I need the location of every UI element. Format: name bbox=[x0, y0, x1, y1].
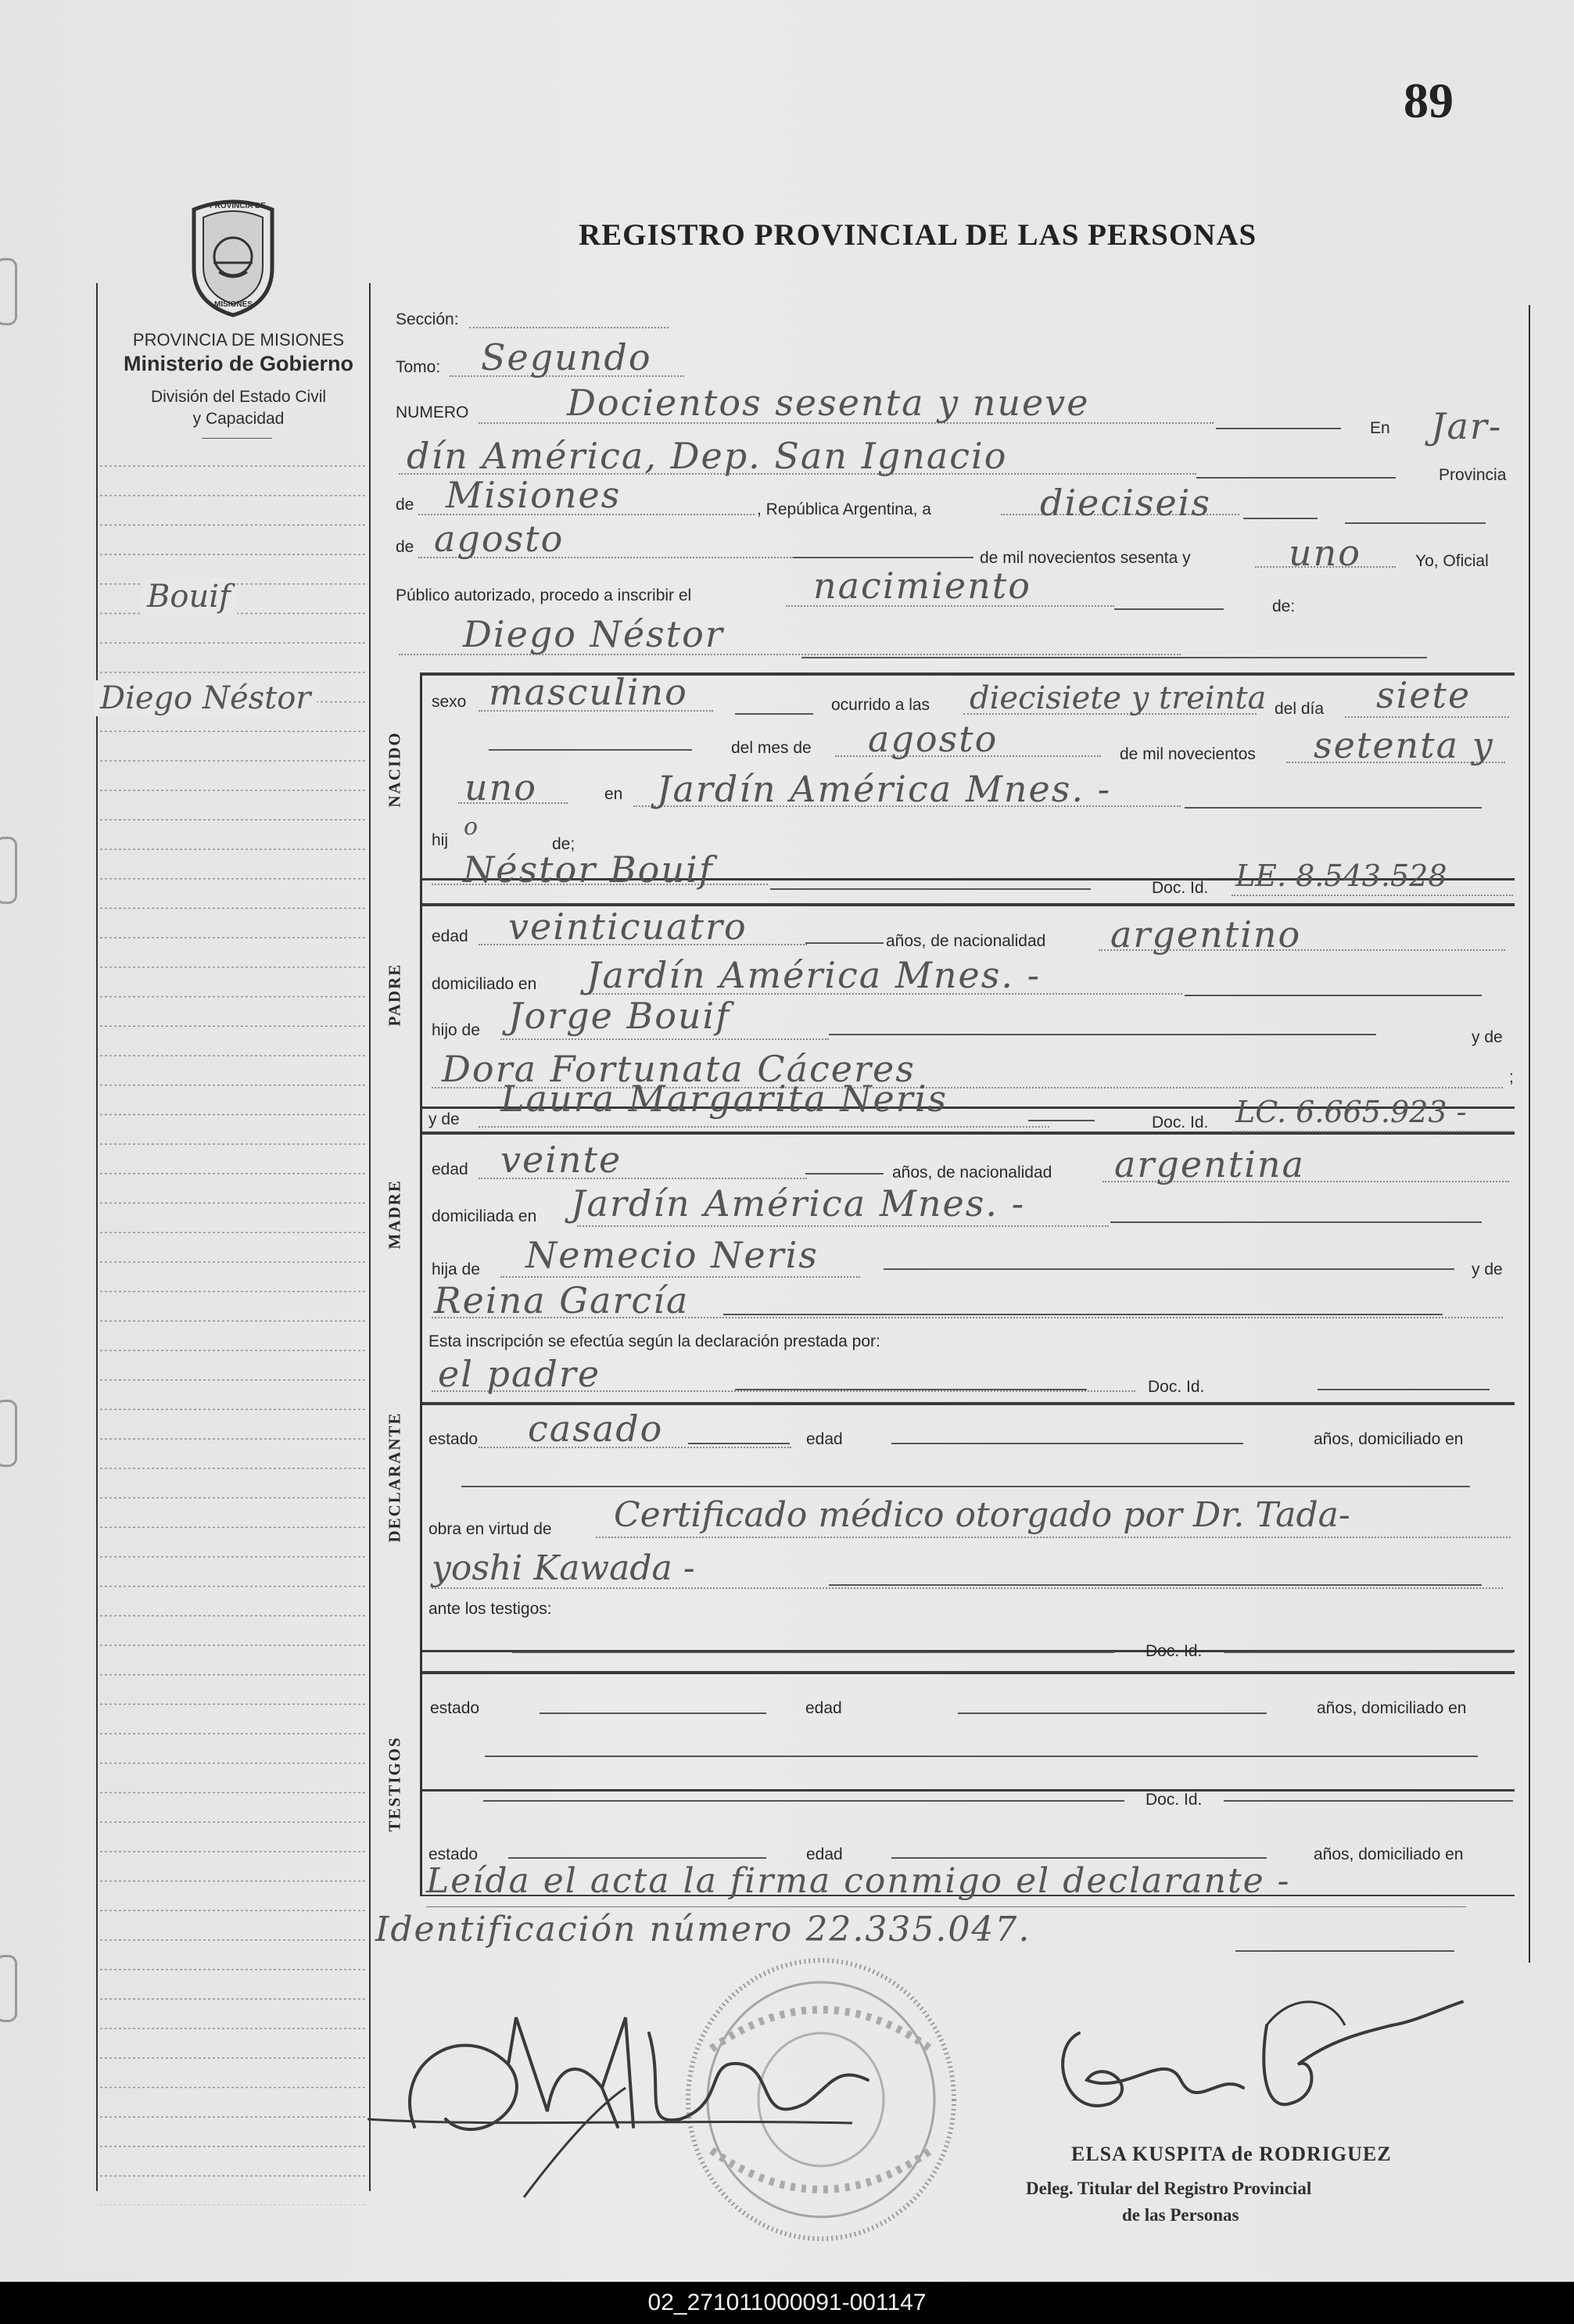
padre-nac-value: argentino bbox=[1110, 913, 1302, 956]
closing-id-fill bbox=[1235, 1950, 1454, 1952]
declarante-side-line bbox=[420, 1402, 422, 1650]
closing-id: Identificación número 22.335.047. bbox=[375, 1910, 1031, 1949]
testigo2-doc-label: Doc. Id. bbox=[1146, 1791, 1203, 1809]
fecha-fill-line-2 bbox=[1345, 522, 1486, 524]
sexo-label: sexo bbox=[432, 693, 467, 711]
en-nac-label: en bbox=[604, 785, 623, 803]
testigo1-doc-line bbox=[1224, 1652, 1513, 1653]
declarante-top-rule bbox=[420, 1402, 1515, 1405]
hij-suffix: o bbox=[464, 813, 479, 841]
org-division: División del Estado Civil bbox=[150, 388, 327, 406]
org-province: PROVINCIA DE MISIONES bbox=[132, 330, 345, 350]
testigo1-doc-label: Doc. Id. bbox=[1146, 1642, 1203, 1660]
official-name: ELSA KUSPITA de RODRIGUEZ bbox=[1071, 2143, 1392, 2165]
closing-statement: Leída el acta la firma conmigo el declarante - bbox=[426, 1861, 1291, 1901]
testigo2-doc-line bbox=[1224, 1800, 1513, 1802]
anio-nac-value: setenta y bbox=[1314, 724, 1494, 766]
binder-ring bbox=[0, 1955, 17, 2022]
inscripcion-label: Esta inscripción se efectúa según la declaración prestada por: bbox=[428, 1332, 880, 1350]
seccion-field bbox=[469, 327, 669, 328]
section-testigos: TESTIGOS bbox=[385, 1736, 404, 1832]
testigo1-dom-line bbox=[485, 1756, 1478, 1757]
testigos-top-rule-2 bbox=[420, 1671, 1515, 1674]
provincia-value: Misiones bbox=[446, 474, 622, 516]
testigo2-name-line bbox=[483, 1800, 1124, 1802]
sexo-fill-line bbox=[735, 713, 813, 715]
testigo2-edad-label: edad bbox=[806, 1845, 843, 1863]
father-signature-icon bbox=[368, 1971, 962, 2221]
de-colon-label: de: bbox=[1272, 597, 1296, 615]
padre-edad-value: veinticuatro bbox=[508, 906, 748, 948]
page-title: REGISTRO PROVINCIAL DE LAS PERSONAS bbox=[579, 218, 1257, 252]
acto-value: nacimiento bbox=[813, 565, 1031, 607]
page-number: 89 bbox=[1404, 73, 1454, 128]
numero-label: NUMERO bbox=[396, 403, 469, 421]
madre-edad-label: edad bbox=[432, 1160, 468, 1178]
org-division-2: y Capacidad bbox=[192, 410, 285, 428]
binder-ring bbox=[0, 837, 17, 904]
yo-oficial-label: Yo, Oficial bbox=[1415, 552, 1489, 570]
padre-doc-value: LE. 8.543.528 bbox=[1235, 859, 1447, 893]
ocurrido-label: ocurrido a las bbox=[831, 696, 930, 714]
numero-fill-line bbox=[1216, 428, 1341, 429]
fecha-dia-value: dieciseis bbox=[1040, 482, 1212, 524]
dia-field bbox=[1345, 716, 1509, 718]
madre-hija-label: hija de bbox=[432, 1261, 480, 1279]
obra-field bbox=[596, 1537, 1511, 1538]
obra-fill bbox=[829, 1584, 1482, 1586]
testigo1-estado-line bbox=[540, 1713, 766, 1714]
padre-semicolon: ; bbox=[1509, 1068, 1514, 1086]
padre-doc-field bbox=[1232, 895, 1513, 896]
testigo1-edad-label: edad bbox=[805, 1699, 842, 1717]
decl-estado-label: estado bbox=[428, 1430, 479, 1448]
padre-dom-label: domiciliado en bbox=[432, 975, 537, 993]
declarante-fill bbox=[735, 1389, 1087, 1390]
mes-fill-line bbox=[794, 557, 973, 558]
margin-note-name: Diego Néstor bbox=[94, 680, 317, 716]
testigo1-name-line bbox=[512, 1652, 1114, 1653]
section-declarante: DECLARANTE bbox=[385, 1411, 404, 1543]
official-title-2: de las Personas bbox=[1122, 2205, 1239, 2225]
nombre-value: Diego Néstor bbox=[463, 613, 724, 655]
padre-padre-fill bbox=[829, 1034, 1376, 1035]
nacido-side-line bbox=[420, 672, 422, 880]
publico-label: Público autorizado, procedo a inscribir el bbox=[396, 586, 692, 604]
madre-y-de-label: y de bbox=[428, 1110, 460, 1128]
testigo1-edad-line bbox=[958, 1713, 1267, 1714]
madre-nac-label: años, de nacionalidad bbox=[892, 1164, 1052, 1182]
official-signature-icon bbox=[1032, 1978, 1470, 2158]
madre-madre-value: Reina García bbox=[434, 1279, 690, 1322]
seal-text-top: PROVINCIA DE bbox=[210, 202, 266, 210]
madre-nac-value: argentina bbox=[1114, 1143, 1305, 1185]
declarante-value: el padre bbox=[438, 1353, 601, 1395]
nombre-fill-line bbox=[801, 657, 1427, 658]
madre-padre-fill bbox=[884, 1268, 1454, 1270]
margin-divider-line bbox=[369, 283, 371, 2191]
acto-fill-line bbox=[1114, 608, 1224, 610]
section-padre: PADRE bbox=[385, 963, 404, 1027]
republica-label: , República Argentina, a bbox=[757, 500, 931, 518]
madre-doc-value: LC. 6.665.923 - bbox=[1235, 1095, 1467, 1129]
binder-ring bbox=[0, 1400, 17, 1467]
madre-field bbox=[479, 1126, 1049, 1128]
declarante-doc-label: Doc. Id. bbox=[1148, 1378, 1205, 1396]
padre-hijo-label: hijo de bbox=[432, 1021, 480, 1039]
org-ministry: Ministerio de Gobierno bbox=[123, 352, 354, 375]
madre-madre-fill bbox=[723, 1314, 1443, 1315]
madre-doc-label: Doc. Id. bbox=[1152, 1114, 1209, 1132]
numero-value: Docientos sesenta y nueve bbox=[567, 382, 1090, 424]
testigo2-estado-line bbox=[508, 1857, 766, 1859]
madre-dom-fill bbox=[1110, 1221, 1482, 1223]
madre-y-de-label-2: y de bbox=[1472, 1261, 1503, 1279]
section-madre: MADRE bbox=[385, 1179, 404, 1250]
obra-label: obra en virtud de bbox=[428, 1520, 552, 1538]
decl-estado-value: casado bbox=[528, 1408, 664, 1450]
margin-left-line bbox=[96, 283, 98, 2191]
padre-value: Néstor Bouif bbox=[463, 848, 714, 891]
de-label-2: de bbox=[396, 538, 414, 556]
dia-value: siete bbox=[1376, 674, 1472, 716]
padre-doc-label: Doc. Id. bbox=[1152, 879, 1209, 897]
padre-edad-fill bbox=[805, 942, 884, 944]
binder-ring bbox=[0, 258, 17, 325]
ante-label: ante los testigos: bbox=[428, 1600, 552, 1618]
anio-nac-value-2: uno bbox=[464, 766, 537, 809]
padre-edad-label: edad bbox=[432, 927, 468, 945]
obra-value-1: Certificado médico otorgado por Dr. Tada- bbox=[614, 1495, 1350, 1535]
padre-dom-fill bbox=[1185, 995, 1482, 996]
madre-dom-value: Jardín América Mnes. - bbox=[571, 1182, 1026, 1225]
hora-value: diecisiete y treinta bbox=[970, 680, 1267, 716]
official-title: Deleg. Titular del Registro Provincial bbox=[1026, 2179, 1312, 2198]
madre-padre-value: Nemecio Neris bbox=[525, 1234, 819, 1276]
lugar-nac-value: Jardín América Mnes. - bbox=[657, 768, 1112, 810]
fecha-mes-value: agosto bbox=[434, 518, 565, 560]
madre-edad-fill bbox=[805, 1173, 884, 1175]
provincia-label: Provincia bbox=[1439, 466, 1507, 484]
lugar-fill-line bbox=[1196, 477, 1396, 479]
de-semicolon-label: de; bbox=[552, 835, 575, 853]
padre-madre-value: Dora Fortunata Cáceres bbox=[442, 1048, 916, 1090]
testigos-mid-rule bbox=[420, 1789, 1515, 1791]
madre-dom-label: domiciliada en bbox=[432, 1207, 537, 1225]
decl-dom-label: años, domiciliado en bbox=[1314, 1430, 1464, 1448]
decl-dom-fill bbox=[461, 1486, 1470, 1487]
declarante-doc-fill bbox=[1318, 1389, 1490, 1390]
padre-padre-field bbox=[500, 1038, 829, 1040]
testigo2-dom-label: años, domiciliado en bbox=[1314, 1845, 1464, 1863]
madre-side-line bbox=[420, 1106, 422, 1404]
de-label: de bbox=[396, 496, 414, 514]
padre-side-line bbox=[420, 878, 422, 1106]
del-dia-label: del día bbox=[1275, 700, 1325, 718]
en-label: En bbox=[1370, 419, 1390, 437]
decl-edad-fill bbox=[891, 1443, 1243, 1444]
madre-dom-field bbox=[577, 1225, 1109, 1227]
testigo1-dom-label: años, domiciliado en bbox=[1317, 1699, 1467, 1717]
hij-label: hij bbox=[432, 831, 449, 849]
padre-y-de-label: y de bbox=[1472, 1028, 1503, 1046]
section-nacido: NACIDO bbox=[385, 731, 404, 808]
mes-nac-pre-line bbox=[489, 749, 692, 751]
right-border-line bbox=[1529, 305, 1530, 1963]
madre-fill bbox=[1028, 1120, 1095, 1121]
mes-nac-value: agosto bbox=[868, 718, 999, 760]
padre-fill-line bbox=[770, 888, 1091, 890]
padre-nac-label: años, de nacionalidad bbox=[886, 932, 1046, 950]
madre-value: Laura Margarita Neris bbox=[500, 1078, 948, 1120]
de-mil-nov-label: de mil novecientos bbox=[1120, 745, 1256, 763]
en-value-b: dín América, Dep. San Ignacio bbox=[407, 435, 1008, 477]
de-mil-label: de mil novecientos sesenta y bbox=[980, 549, 1191, 567]
madre-edad-value: veinte bbox=[500, 1139, 622, 1181]
lugar-nac-fill bbox=[1185, 807, 1482, 809]
testigo1-estado-label: estado bbox=[430, 1699, 480, 1717]
decl-edad-label: edad bbox=[806, 1430, 843, 1448]
padre-dom-value: Jardín América Mnes. - bbox=[586, 954, 1042, 996]
padre-padre-value: Jorge Bouif bbox=[508, 995, 731, 1037]
sexo-value: masculino bbox=[489, 671, 688, 713]
en-value-a: Jar- bbox=[1431, 405, 1503, 447]
tomo-label: Tomo: bbox=[396, 358, 441, 376]
obra-value-2: yoshi Kawada - bbox=[432, 1548, 695, 1588]
testigo2-edad-line bbox=[891, 1857, 1267, 1859]
tomo-value: Segundo bbox=[481, 336, 652, 378]
seal-text-bottom: MISIONES bbox=[214, 300, 253, 309]
del-mes-label: del mes de bbox=[731, 739, 812, 757]
closing-statement-line bbox=[426, 1906, 1466, 1907]
testigos-side-line bbox=[420, 1650, 422, 1895]
decl-estado-fill bbox=[688, 1443, 790, 1444]
madre-padre-field bbox=[500, 1276, 860, 1278]
margin-note-surname: Bouif bbox=[141, 579, 237, 615]
fecha-fill-line bbox=[1243, 518, 1318, 519]
anio-value: uno bbox=[1289, 532, 1361, 574]
seccion-label: Sección: bbox=[396, 310, 459, 328]
image-id-footer: 02_271011000091-001147 bbox=[0, 2282, 1574, 2324]
testigo2-estado-label: estado bbox=[428, 1845, 479, 1863]
madre-doc-field bbox=[1232, 1131, 1513, 1132]
